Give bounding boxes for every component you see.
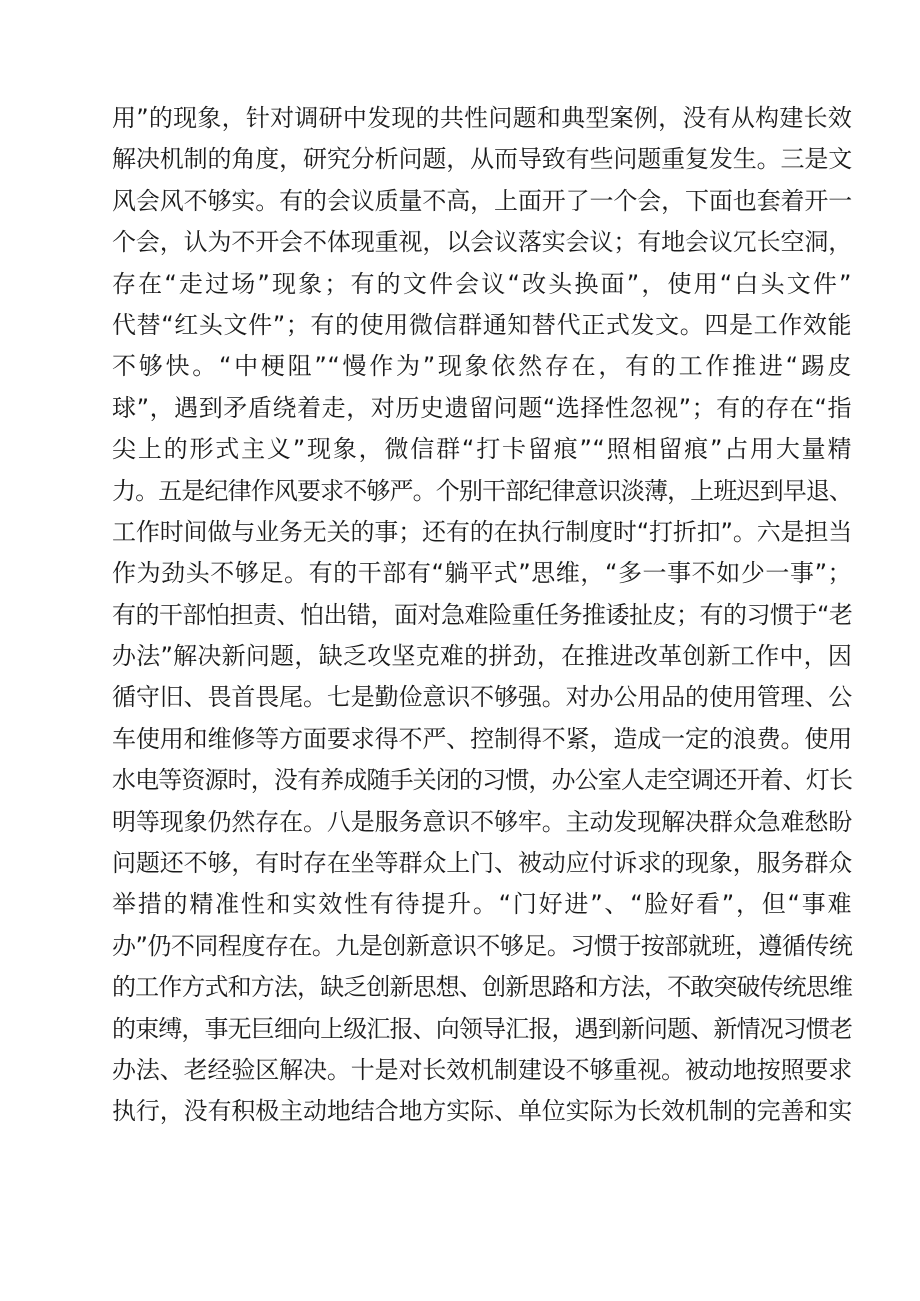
text-line-1: 用”的现象，针对调研中发现的共性问题和典型案例，没有从构建长效 bbox=[112, 104, 853, 132]
text-line-15: 循守旧、畏首畏尾。七是勤俭意识不够强。对办公用品的使用管理、公 bbox=[112, 683, 852, 712]
text-line-16: 车使用和维修等方面要求得不严、控制得不紧，造成一定的浪费。使用 bbox=[112, 724, 852, 753]
text-line-17: 水电等资源时，没有养成随手关闭的习惯，办公室人走空调还开着、灯长 bbox=[112, 766, 852, 795]
text-line-22: 的工作方式和方法，缺乏创新思想、创新思路和方法，不敢突破传统思维 bbox=[112, 973, 852, 1002]
text-line-6: 代替“红头文件”；有的使用微信群通知替代正式发文。四是工作效能 bbox=[112, 310, 852, 339]
text-line-25: 执行，没有积极主动地结合地方实际、单位实际为长效机制的完善和实 bbox=[112, 1097, 852, 1126]
text-line-7: 不够快。“中梗阻”“慢作为”现象依然存在，有的工作推进“踢皮 bbox=[112, 352, 852, 381]
text-line-3: 风会风不够实。有的会议质量不高，上面开了一个会，下面也套着开一 bbox=[112, 186, 852, 215]
text-line-14: 办法”解决新问题，缺乏攻坚克难的拼劲，在推进改革创新工作中，因 bbox=[112, 642, 853, 671]
text-line-10: 力。五是纪律作风要求不够严。个别干部纪律意识淡薄，上班迟到早退、 bbox=[112, 476, 852, 505]
text-line-13: 有的干部怕担责、怕出错，面对急难险重任务推诿扯皮；有的习惯于“老 bbox=[112, 600, 853, 629]
text-line-21: 办”仍不同程度存在。九是创新意识不够足。习惯于按部就班，遵循传统 bbox=[112, 931, 853, 960]
text-line-20: 举措的精准性和实效性有待提升。“门好进”、“脸好看”，但“事难 bbox=[112, 890, 852, 919]
text-line-19: 问题还不够，有时存在坐等群众上门、被动应付诉求的现象，服务群众 bbox=[112, 849, 852, 878]
text-line-11: 工作时间做与业务无关的事；还有的在执行制度时“打折扣”。六是担当 bbox=[112, 517, 852, 546]
text-line-12: 作为劲头不够足。有的干部有“躺平式”思维，“多一事不如少一事”； bbox=[112, 559, 852, 588]
text-line-2: 解决机制的角度，研究分析问题，从而导致有些问题重复发生。三是文 bbox=[112, 145, 852, 174]
text-line-23: 的束缚，事无巨细向上级汇报、向领导汇报，遇到新问题、新情况习惯老 bbox=[112, 1014, 852, 1043]
text-line-5: 存在“走过场”现象；有的文件会议“改头换面”，使用“白头文件” bbox=[112, 269, 852, 298]
text-line-18: 明等现象仍然存在。八是服务意识不够牢。主动发现解决群众急难愁盼 bbox=[112, 807, 852, 836]
text-line-24: 办法、老经验区解决。十是对长效机制建设不够重视。被动地按照要求 bbox=[112, 1055, 852, 1084]
text-line-8: 球”，遇到矛盾绕着走，对历史遗留问题“选择性忽视”；有的存在“指 bbox=[112, 393, 852, 422]
text-line-4: 个会，认为不开会不体现重视，以会议落实会议；有地会议冗长空洞， bbox=[112, 228, 852, 257]
text-line-9: 尖上的形式主义”现象，微信群“打卡留痕”“照相留痕”占用大量精 bbox=[112, 435, 852, 464]
body-text bbox=[112, 98, 852, 1133]
